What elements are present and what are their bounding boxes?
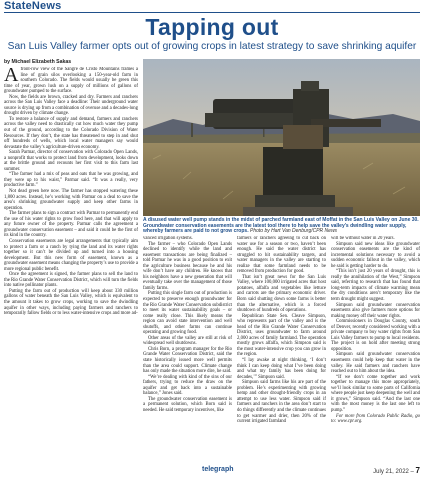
headline: Tapping out bbox=[145, 14, 279, 40]
photo-caption bbox=[143, 218, 420, 235]
paragraph: Simpson said new ideas like groundwater conservation easements are the kind of incremental solutions necessary to avoid a sudden economic fallout in the valley, which he said is getting harder to do. bbox=[331, 241, 420, 269]
page-number: 7 bbox=[415, 466, 420, 475]
paragraph: Putting the farm out of production will keep about 330 million gallons of water beneath the San Luis Valley, which is equivalent to the amount it takes to grow crops, working to save the dwindling aquifer in other ways, including paying farmers and ranchers to temporarily fallow fields or to less water-intensive crops and more ad- bbox=[4, 288, 138, 317]
top-rule bbox=[4, 12, 420, 13]
deck: San Luis Valley farmer opts out of growing crops in latest strategy to save shrinking aquifer bbox=[7, 41, 417, 52]
paragraph: Not dead green here now. The farmer has stopped watering these 1,800 acres. Instead, he’s working with Parmar on a deal to save the area’s shrinking groundwater supply and keep other farms in operation. bbox=[4, 189, 138, 211]
article-column-4 bbox=[331, 236, 420, 466]
drop-cap: A bbox=[4, 67, 19, 86]
photo-credit: Photo by Hart Van Denburg/CPR News bbox=[249, 228, 338, 235]
article-photo bbox=[143, 59, 420, 216]
paragraph: Sarah Parmar, director of conservation with Colorado Open Lands, a nonprofit that works to protect land from development, looks down at the brittle ground and recounts her first visit to this farm last summer. bbox=[4, 150, 138, 172]
paragraph: The farmer – who Colorado Open Lands declined to identify while the land and easement transactions are being finalized – told Parmar he was in a good position to exit the agriculture business because he and his wife don’t have any children. He knows that his neighbors have a new generation that will eventually take over the management of those family farms. bbox=[143, 241, 232, 291]
paragraph: Conservation easements are legal arrangements that typically aim to protect a farm or a ranch by tying the land and its water rights together so it can’t be divided up and turned into a housing development. But this new form of easement, known as a groundwater easement means changing the property’s use to provide a more regional public benefit. bbox=[4, 238, 138, 272]
paragraph: Simpson said groundwater conservation easements also give farmers more options for making money off their water rights. bbox=[331, 302, 420, 319]
paragraph: will be without water in 20 years. bbox=[331, 236, 395, 241]
paragraph: vanced irrigation systems. bbox=[143, 236, 193, 241]
caption-text: A disused water well pump stands in the midst of parched farmland east of Moffat in the San Luis Valley on June 30. Groundwater conservation easements are the latest tool there to help save the valley’s dwindling water supply, whereby farmers are paid to not grow crops. bbox=[143, 217, 419, 235]
paragraph: The farmer plans to sign a contract with Parmar to permanently end the use of his water rights to grow food here, and that will apply to any future owner of the property. Parmar calls the agreement a groundwater conservation easement – and said it could be the first of its kind in the country. bbox=[4, 211, 138, 239]
paragraph: front-row view of the Sangre de Cristo Mountains frames a line of grain silos overlooking a 150-year-old farm in southern Colorado. The fields would usually be green this time of year, grown lush on a supply of millions of gallons of groundwater pumped to the surface. bbox=[4, 67, 138, 95]
paragraph: “The farmer had a mix of peas and oats that he was growing, and they were up to his waist,” Parmar said. “It was a really, very productive farm.” bbox=[4, 172, 138, 189]
pump-photo-illustration bbox=[143, 59, 420, 216]
paragraph: Putting this single farm out of production is expected to preserve enough groundwater for the Rio Grande Water Conservation subdistrict to meet its water sustainability goals – or come really close. This likely means the region can avoid state intervention and well shutoffs, and other farms can continue operating and growing food. bbox=[143, 291, 232, 336]
source-note: For more from Colorado Public Radio, go to: www.cpr.org. bbox=[331, 413, 420, 425]
paragraph: That isn’t great news for the San Luis Valley, where 100,000 irrigated acres that host potatoes, alfalfa and vegetables like lettuce and carrots are the primary economic driver. Born said shutting down some farms is better than the alternative, which is a forced shutdown of hundreds of operations. bbox=[237, 274, 326, 314]
paragraph: Now, the fields are brown, cracked and dry. Farmers and ranchers across the San Luis Valley face a deadline: Their underground water source is drying up from a combination of overuse and a decades-long drought driven by climate change. bbox=[4, 94, 138, 117]
byline: by Michael Elizabeth Sakas bbox=[4, 59, 72, 65]
issue-date-text: July 21, 2022 – bbox=[373, 469, 414, 475]
paragraph: The groundwater conservation easement is a permanent solution, which Born said is needed. He said temporary incentives, like bbox=[143, 396, 232, 413]
paragraph: “This isn’t just 20 years of drought, this is really the annihilation of the West,” Simpson said, referring to research that has found that long-term impacts of climate warming mean the dry conditions aren’t temporary like the term drought might suggest. bbox=[331, 269, 420, 303]
paragraph: “We’re dealing with kind of the sins of our fathers, trying to reduce the draw on the aquifer and get back into a sustainable balance,” Jones said. bbox=[143, 374, 232, 397]
article-column-3 bbox=[237, 236, 326, 466]
paragraph: “I lay awake at night thinking, ‘I don’t think I can keep doing what I’ve been doing and what my family has been doing for decades,’” Simpson said. bbox=[237, 358, 326, 380]
paragraph: Simpson said farms like his are part of the problem. He’s experimenting with growing hemp and other drought-friendly crops in an attempt to use less water. Simpson said if farmers and ranchers in the area don’t start to do things differently and the climate continues to get warmer and drier, then 20% of the current irrigated farmland bbox=[237, 380, 326, 425]
paragraph: Chris Born, a program manager for the Rio Grande Water Conservation District, said the state historically issued more well permits than the area could support. Climate change has only made the situation more dire, he said. bbox=[143, 346, 232, 375]
paragraph: To restore a balance of supply and demand, farmers and ranchers across the valley need to drastically cut how much water they pump out of the ground, according to the Colorado Division of Water Resources. If they don’t, the state has threatened to step in and shut off hundreds of wells, which local water managers say would devastate the valley’s agriculture-driven economy. bbox=[4, 116, 138, 150]
telegraph-logo: telegraph bbox=[202, 466, 234, 473]
section-tag: StateNews bbox=[4, 0, 62, 12]
article-column-2 bbox=[143, 236, 232, 466]
paragraph: farmers or ranchers agreeing to cut back on water use for a season or two, haven’t been enough. He said the water district has struggled to hit sustainability targets, and water managers in the valley are starting to realize that some farmland needs to be removed from production for good. bbox=[237, 236, 326, 275]
article-column-1 bbox=[4, 67, 138, 466]
page-footer bbox=[0, 466, 424, 480]
paragraph: Other areas of the valley are still at risk of widespread well shutdowns. bbox=[143, 335, 232, 347]
paragraph: Simpson said groundwater conservation easements could help keep that water in the valley. He said farmers and ranchers have reached out to him about the idea. bbox=[331, 352, 420, 375]
issue-date bbox=[373, 466, 420, 475]
paragraph: Once the agreement is signed, the farmer plans to sell the land to the Rio Grande Water Conservation District, which will turn the fields into native pollinator plants. bbox=[4, 272, 138, 289]
paragraph: Republican State Sen. Cleave Simpson, who represents part of the valley and is the head of the Rio Grande Water Conservation District, uses groundwater to farm around 2,000 acres of family farmland. The operation mostly grows alfalfa, which Simpson said is the most water-intensive crop you can grow in the region. bbox=[237, 313, 326, 358]
paragraph: “If we don’t come together and work together to manage this more appropriately, we’ll look similar to some parts of California where people just keep deepening the well and it grows,” Simpson said. “And the last one with the most money is the last one left to pump.” bbox=[331, 374, 420, 413]
paragraph: Commissioners in Douglas County, south of Denver, recently considered working with a private company to buy water rights from San Luis Valley farmers to pump to local residents. The project is on hold after meeting strong opposition. bbox=[331, 319, 420, 352]
